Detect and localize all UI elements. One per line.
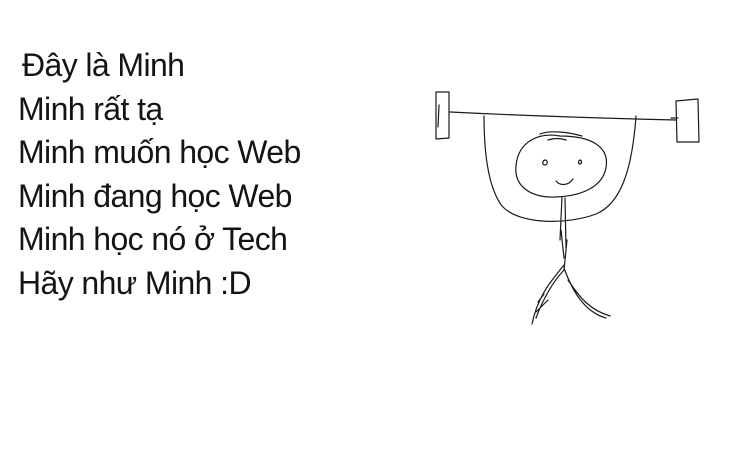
barbell-right-plate: [676, 99, 699, 142]
figure-leg-left: [532, 265, 564, 324]
caption-line-1: Đây là Minh: [22, 47, 185, 83]
caption-line-6: Hãy như Minh :D: [18, 264, 251, 301]
caption-line-5: Minh học nó ở Tech: [18, 221, 288, 258]
figure-leg-right: [564, 268, 610, 318]
figure-eye-left: [543, 160, 548, 165]
figure-eye-right: [579, 160, 582, 164]
figure-body: [560, 197, 567, 270]
weightlifter-drawing: [420, 80, 720, 340]
caption-line-4: Minh đang học Web: [18, 177, 292, 214]
figure-mouth: [556, 179, 573, 185]
caption-line-3: Minh muốn học Web: [18, 134, 301, 171]
caption-text: [18, 44, 301, 306]
figure-head: [516, 135, 607, 197]
caption-line-2: Minh rất tạ: [18, 90, 163, 127]
